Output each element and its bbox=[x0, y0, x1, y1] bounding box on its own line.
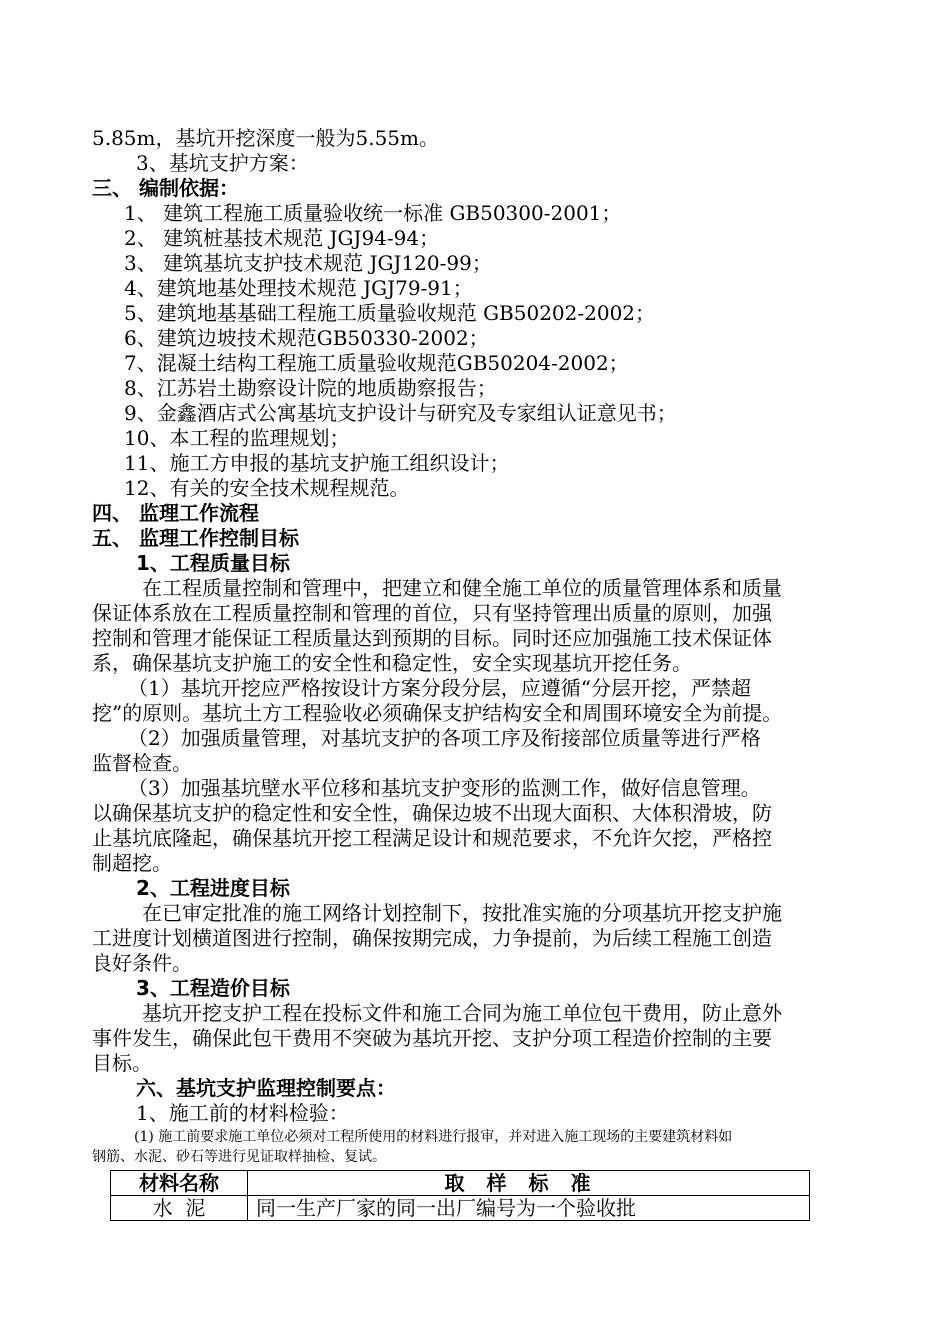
paragraph-line: （3）加强基坑壁水平位移和基坑支护变形的监测工作，做好信息管理。 bbox=[128, 776, 761, 800]
paragraph-line: 止基坑底隆起，确保基坑开挖工程满足设计和规范要求，不允许欠挖，严格控 bbox=[92, 826, 772, 850]
list-item: 4、建筑地基处理技术规范 JGJ79-91； bbox=[124, 276, 473, 300]
text-line: 3、基坑支护方案： bbox=[136, 151, 309, 175]
table-row bbox=[111, 1196, 810, 1221]
subsection-heading: 3、工程造价目标 bbox=[136, 976, 290, 1000]
small-paragraph-line: (1) 施工前要求施工单位必须对工程所使用的材料进行报审，并对进入施工现场的主要建筑材料如 bbox=[134, 1129, 733, 1145]
subsection-heading: 1、施工前的材料检验： bbox=[136, 1101, 349, 1125]
paragraph-line: 保证体系放在工程质量控制和管理的首位，只有坚持管理出质量的原则，加强 bbox=[92, 601, 772, 625]
paragraph-line: 挖”的原则。基坑土方工程验收必须确保支护结构安全和周围环境安全为前提。 bbox=[92, 701, 783, 725]
text-line: 5.85m，基坑开挖深度一般为5.55m。 bbox=[92, 126, 439, 150]
section-heading: 五、 监理工作控制目标 bbox=[92, 526, 299, 550]
table-header-cell: 材料名称 bbox=[111, 1171, 248, 1196]
paragraph-line: 基坑开挖支护工程在投标文件和施工合同为施工单位包干费用，防止意外 bbox=[142, 1001, 782, 1025]
subsection-heading: 1、工程质量目标 bbox=[136, 551, 290, 575]
list-item: 12、有关的安全技术规程规范。 bbox=[124, 476, 410, 500]
list-item: 10、本工程的监理规划； bbox=[124, 426, 350, 450]
paragraph-line: 以确保基坑支护的稳定性和安全性，确保边坡不出现大面积、大体积滑坡，防 bbox=[92, 801, 772, 825]
materials-table bbox=[110, 1170, 810, 1221]
paragraph-line: （2）加强质量管理，对基坑支护的各项工序及衔接部位质量等进行严格 bbox=[128, 726, 761, 750]
paragraph-line: 在工程质量控制和管理中，把建立和健全施工单位的质量管理体系和质量 bbox=[142, 576, 782, 600]
table-header-cell: 取样标准 bbox=[248, 1171, 810, 1196]
paragraph-line: 监督检查。 bbox=[92, 751, 192, 775]
paragraph-line: （1）基坑开挖应严格按设计方案分段分层，应遵循“分层开挖，严禁超 bbox=[128, 676, 751, 700]
list-item: 7、混凝土结构工程施工质量验收规范GB50204-2002； bbox=[124, 351, 629, 375]
paragraph-line: 目标。 bbox=[92, 1051, 152, 1075]
paragraph-line: 事件发生，确保此包干费用不突破为基坑开挖、支护分项工程造价控制的主要 bbox=[92, 1026, 772, 1050]
paragraph-line: 系，确保基坑支护施工的安全性和稳定性，安全实现基坑开挖任务。 bbox=[92, 651, 692, 675]
paragraph-line: 控制和管理才能保证工程质量达到预期的目标。同时还应加强施工技术保证体 bbox=[92, 626, 772, 650]
table-cell: 同一生产厂家的同一出厂编号为一个验收批 bbox=[248, 1196, 810, 1221]
list-item: 5、建筑地基基础工程施工质量验收规范 GB50202-2002； bbox=[124, 301, 656, 325]
list-item: 2、 建筑桩基技术规范 JGJ94-94； bbox=[124, 226, 440, 250]
paragraph-line: 在已审定批准的施工网络计划控制下，按批准实施的分项基坑开挖支护施 bbox=[142, 901, 782, 925]
small-paragraph-line: 钢筋、水泥、砂石等进行见证取样抽检、复试。 bbox=[92, 1149, 386, 1165]
list-item: 6、建筑边坡技术规范GB50330-2002； bbox=[124, 326, 489, 350]
list-item: 11、施工方申报的基坑支护施工组织设计； bbox=[124, 451, 510, 475]
table-cell: 水 泥 bbox=[111, 1196, 248, 1221]
section-heading: 四、 监理工作流程 bbox=[92, 501, 259, 525]
table-header-row bbox=[111, 1171, 810, 1196]
list-item: 8、江苏岩土勘察设计院的地质勘察报告； bbox=[124, 376, 497, 400]
paragraph-line: 制超挖。 bbox=[92, 851, 172, 875]
paragraph-line: 工进度计划横道图进行控制，确保按期完成，力争提前，为后续工程施工创造 bbox=[92, 926, 772, 950]
list-item: 1、 建筑工程施工质量验收统一标准 GB50300-2001； bbox=[124, 201, 622, 225]
list-item: 9、金鑫酒店式公寓基坑支护设计与研究及专家组认证意见书； bbox=[124, 401, 677, 425]
paragraph-line: 良好条件。 bbox=[92, 951, 192, 975]
subsection-heading: 2、工程进度目标 bbox=[136, 876, 290, 900]
section-heading: 六、基坑支护监理控制要点： bbox=[136, 1076, 396, 1100]
list-item: 3、 建筑基坑支护技术规范 JGJ120-99； bbox=[124, 251, 492, 275]
section-heading: 三、 编制依据： bbox=[92, 176, 239, 200]
